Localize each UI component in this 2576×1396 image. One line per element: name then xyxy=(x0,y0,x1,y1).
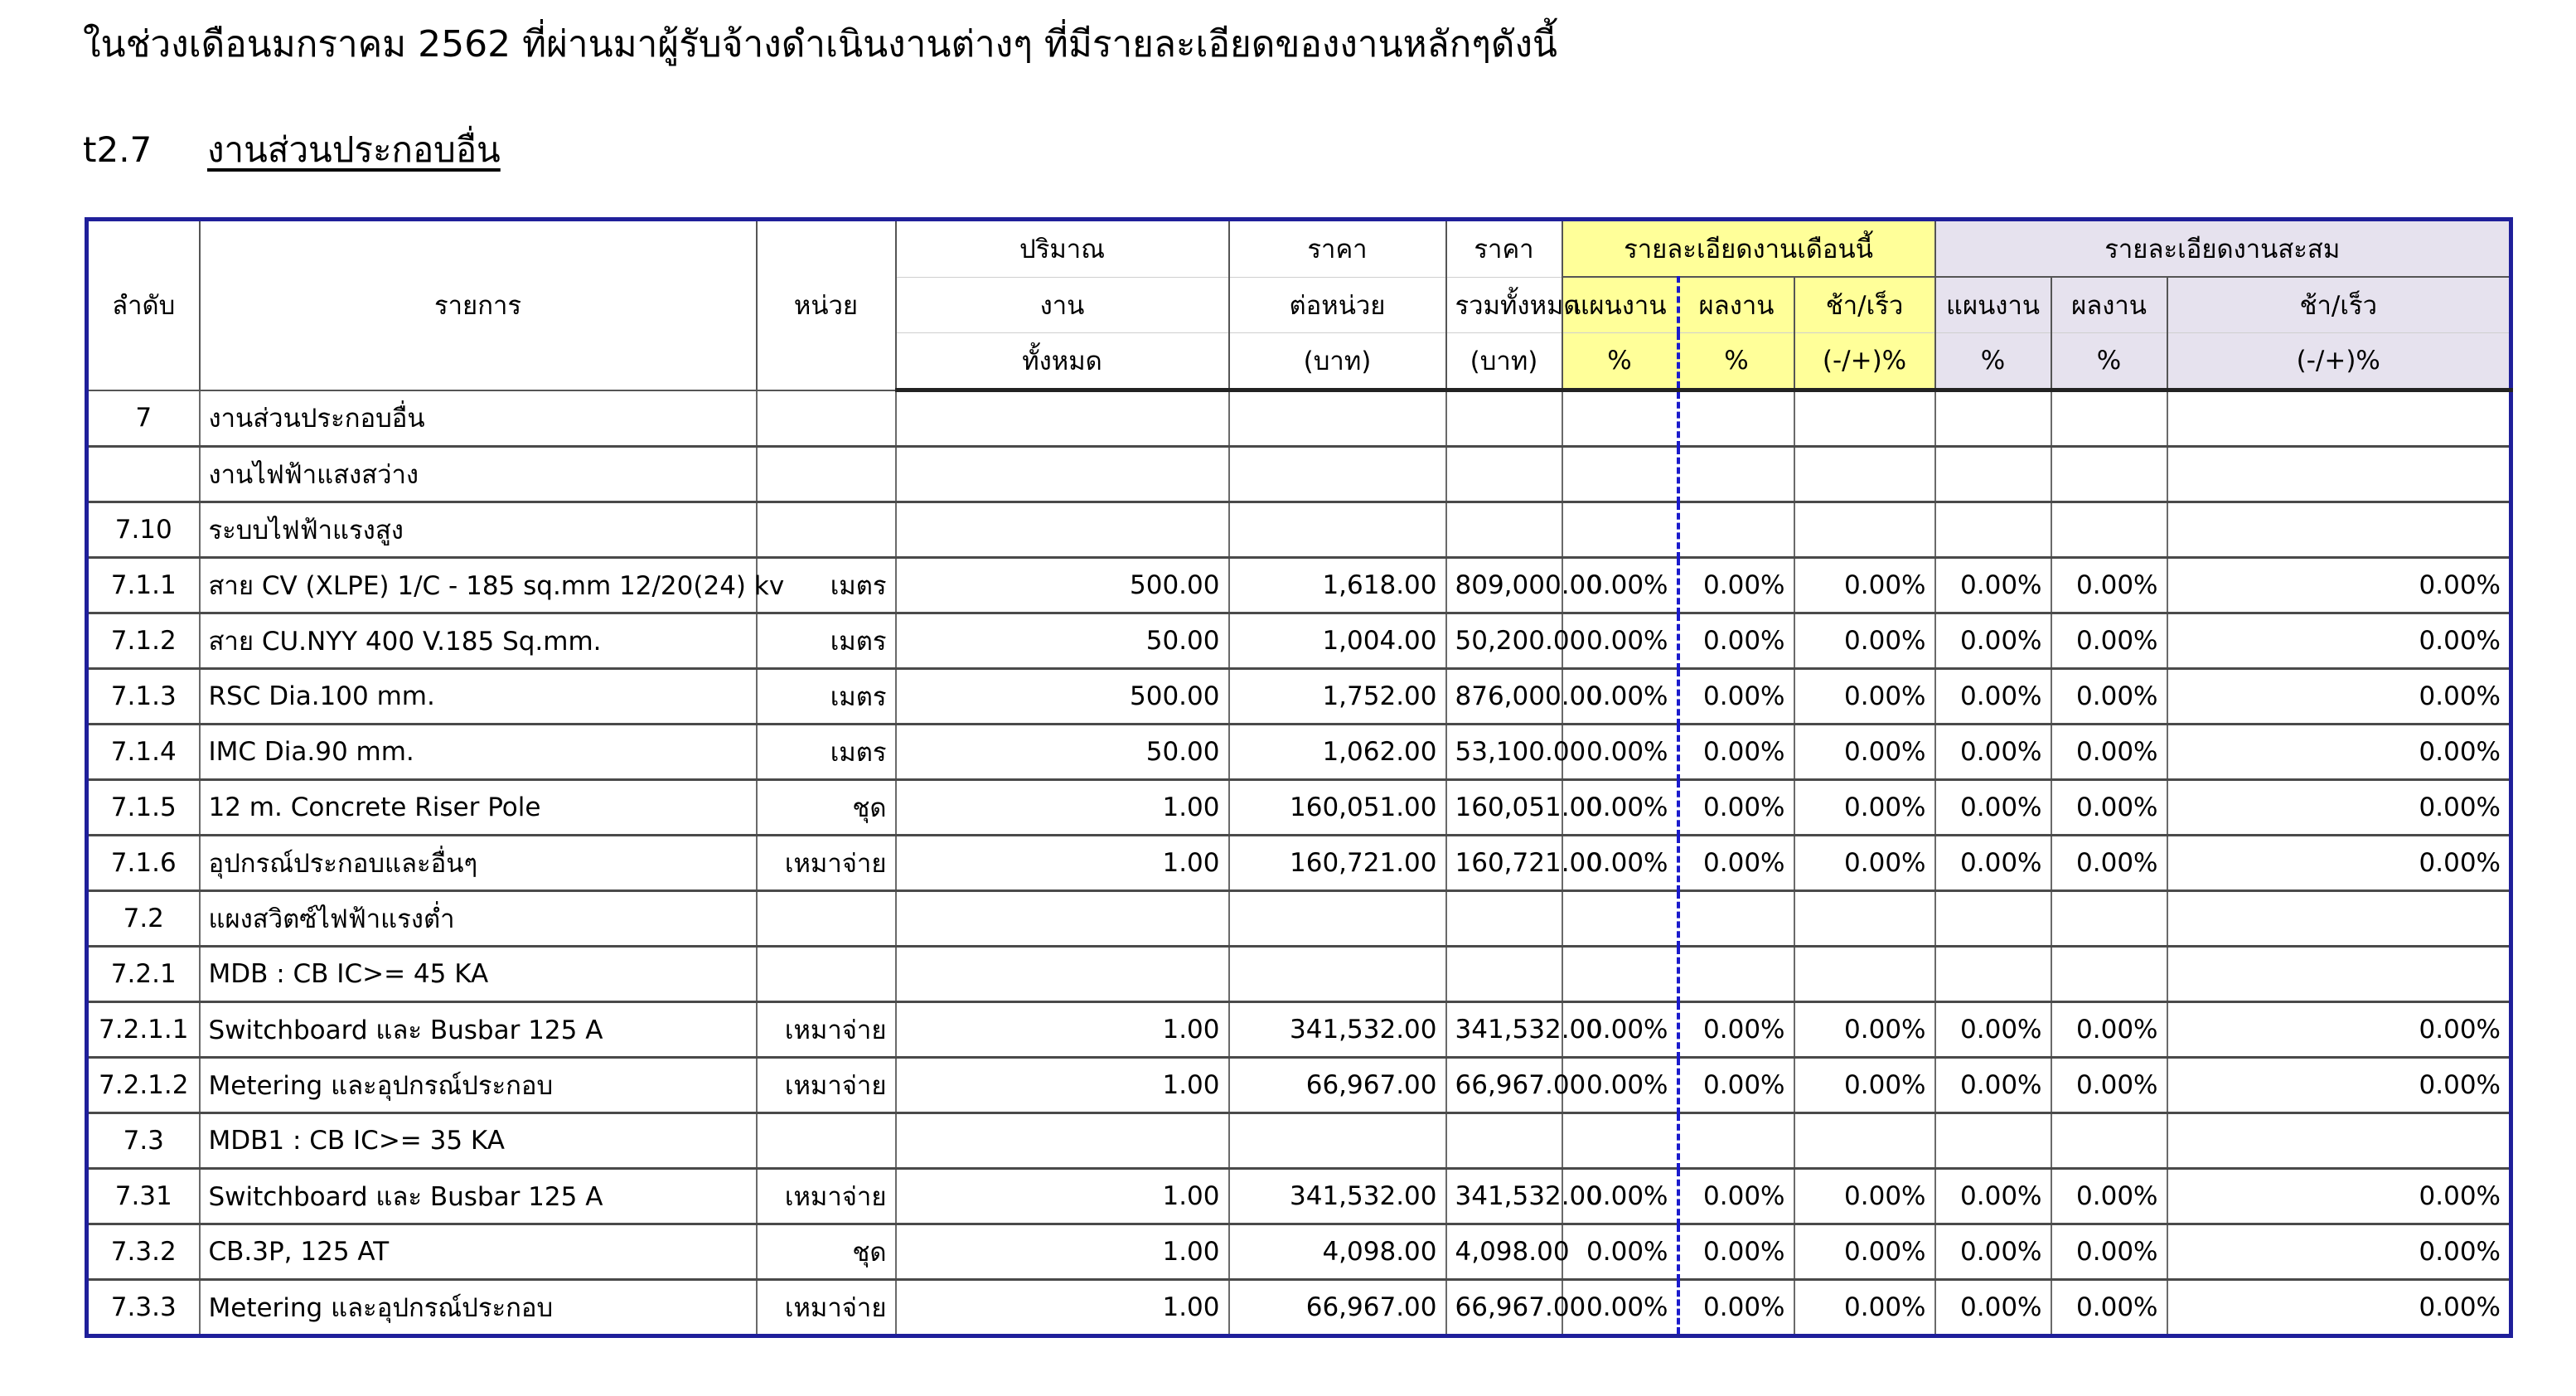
cell-month-plan xyxy=(1562,891,1678,947)
cell-item: งานไฟฟ้าแสงสว่าง xyxy=(200,447,757,502)
table-row xyxy=(87,947,2511,1002)
cell-cum-diff xyxy=(2167,390,2511,447)
cell-item: Switchboard และ Busbar 125 A xyxy=(200,1169,757,1224)
cell-total-price xyxy=(1446,447,1562,502)
header-qty-1: ปริมาณ xyxy=(896,220,1229,278)
cell-total-price: 341,532.00 xyxy=(1446,1169,1562,1224)
cell-unit-price: 66,967.00 xyxy=(1229,1280,1446,1336)
cell-unit: เมตร xyxy=(757,725,896,780)
cell-no: 7.10 xyxy=(87,502,200,558)
cell-cum-result: 0.00% xyxy=(2051,1002,2167,1058)
cell-cum-diff xyxy=(2167,947,2511,1002)
cell-no: 7.1.6 xyxy=(87,836,200,891)
cell-cum-result: 0.00% xyxy=(2051,1224,2167,1280)
table-row xyxy=(87,1002,2511,1058)
cell-month-diff xyxy=(1794,390,1935,447)
cell-no: 7.3.2 xyxy=(87,1224,200,1280)
header-qty-2: งาน xyxy=(896,277,1229,333)
cell-no: 7.1.4 xyxy=(87,725,200,780)
cell-cum-diff xyxy=(2167,1113,2511,1169)
cell-no: 7.2.1.1 xyxy=(87,1002,200,1058)
cell-total-price: 50,200.00 xyxy=(1446,613,1562,669)
cell-month-plan: 0.00% xyxy=(1562,669,1678,725)
cell-month-plan xyxy=(1562,390,1678,447)
cell-total-price xyxy=(1446,891,1562,947)
cell-cum-plan: 0.00% xyxy=(1935,669,2051,725)
cell-total-price xyxy=(1446,947,1562,1002)
cell-unit-price xyxy=(1229,1113,1446,1169)
cell-cum-result: 0.00% xyxy=(2051,780,2167,836)
cell-month-plan xyxy=(1562,447,1678,502)
cell-item: 12 m. Concrete Riser Pole xyxy=(200,780,757,836)
cell-cum-diff: 0.00% xyxy=(2167,1224,2511,1280)
header-total-price-3: (บาท) xyxy=(1446,333,1562,390)
cell-cum-plan: 0.00% xyxy=(1935,558,2051,613)
cell-month-diff xyxy=(1794,502,1935,558)
cell-no: 7 xyxy=(87,390,200,447)
cell-month-diff xyxy=(1794,947,1935,1002)
cell-qty: 500.00 xyxy=(896,669,1229,725)
cell-qty xyxy=(896,390,1229,447)
cell-cum-plan: 0.00% xyxy=(1935,1224,2051,1280)
header-this-month: รายละเอียดงานเดือนนี้ xyxy=(1562,220,1935,278)
cell-cum-result: 0.00% xyxy=(2051,613,2167,669)
cell-unit-price xyxy=(1229,502,1446,558)
header-cum-result: ผลงาน xyxy=(2051,277,2167,333)
cell-item: แผงสวิตซ์ไฟฟ้าแรงต่ำ xyxy=(200,891,757,947)
cell-month-diff: 0.00% xyxy=(1794,1058,1935,1113)
cell-qty xyxy=(896,447,1229,502)
header-cum-result-unit: % xyxy=(2051,333,2167,390)
cell-month-diff: 0.00% xyxy=(1794,725,1935,780)
cell-cum-result xyxy=(2051,891,2167,947)
cell-no: 7.1.5 xyxy=(87,780,200,836)
cell-no: 7.2.1.2 xyxy=(87,1058,200,1113)
cell-unit-price: 1,062.00 xyxy=(1229,725,1446,780)
section-title xyxy=(83,123,501,177)
cell-qty xyxy=(896,502,1229,558)
header-cumulative: รายละเอียดงานสะสม xyxy=(1935,220,2511,278)
cell-cum-plan: 0.00% xyxy=(1935,1058,2051,1113)
cell-cum-result: 0.00% xyxy=(2051,836,2167,891)
header-unit-price-3: (บาท) xyxy=(1229,333,1446,390)
cell-item: สาย CV (XLPE) 1/C - 185 sq.mm 12/20(24) kv xyxy=(200,558,757,613)
cell-no: 7.3 xyxy=(87,1113,200,1169)
cell-unit-price: 341,532.00 xyxy=(1229,1169,1446,1224)
table-body xyxy=(87,390,2511,1336)
cell-unit xyxy=(757,947,896,1002)
cell-qty: 50.00 xyxy=(896,725,1229,780)
cell-cum-plan xyxy=(1935,390,2051,447)
table-row xyxy=(87,558,2511,613)
cell-cum-result: 0.00% xyxy=(2051,1280,2167,1336)
cell-item: Switchboard และ Busbar 125 A xyxy=(200,1002,757,1058)
cell-unit: เหมาจ่าย xyxy=(757,1169,896,1224)
table-row xyxy=(87,669,2511,725)
cell-qty: 1.00 xyxy=(896,1280,1229,1336)
cell-item: CB.3P, 125 AT xyxy=(200,1224,757,1280)
header-total-price-1: ราคา xyxy=(1446,220,1562,278)
cell-no: 7.3.3 xyxy=(87,1280,200,1336)
cell-month-result: 0.00% xyxy=(1678,613,1794,669)
header-item: รายการ xyxy=(200,220,757,390)
cell-month-plan xyxy=(1562,1113,1678,1169)
cell-unit-price: 341,532.00 xyxy=(1229,1002,1446,1058)
header-cum-plan: แผนงาน xyxy=(1935,277,2051,333)
cell-unit xyxy=(757,502,896,558)
cell-month-plan xyxy=(1562,947,1678,1002)
cell-month-result xyxy=(1678,891,1794,947)
cell-month-result xyxy=(1678,447,1794,502)
header-month-diff-unit: (-/+)% xyxy=(1794,333,1935,390)
cell-month-plan: 0.00% xyxy=(1562,836,1678,891)
cell-qty: 1.00 xyxy=(896,836,1229,891)
cell-cum-result: 0.00% xyxy=(2051,1169,2167,1224)
table-row xyxy=(87,447,2511,502)
cell-unit-price: 1,004.00 xyxy=(1229,613,1446,669)
cell-month-diff: 0.00% xyxy=(1794,1169,1935,1224)
cell-unit-price xyxy=(1229,947,1446,1002)
cell-unit-price xyxy=(1229,447,1446,502)
cell-no: 7.2 xyxy=(87,891,200,947)
cell-month-result xyxy=(1678,502,1794,558)
cell-cum-result xyxy=(2051,1113,2167,1169)
cell-item: MDB : CB IC>= 45 KA xyxy=(200,947,757,1002)
cell-month-plan: 0.00% xyxy=(1562,1058,1678,1113)
header-unit-price-2: ต่อหน่วย xyxy=(1229,277,1446,333)
cell-cum-diff: 0.00% xyxy=(2167,1280,2511,1336)
cell-total-price: 66,967.00 xyxy=(1446,1058,1562,1113)
cell-cum-result: 0.00% xyxy=(2051,669,2167,725)
cell-cum-diff: 0.00% xyxy=(2167,669,2511,725)
cell-item: RSC Dia.100 mm. xyxy=(200,669,757,725)
cell-month-result: 0.00% xyxy=(1678,725,1794,780)
cell-unit xyxy=(757,891,896,947)
cell-cum-plan: 0.00% xyxy=(1935,1280,2051,1336)
cell-unit-price: 1,618.00 xyxy=(1229,558,1446,613)
cell-qty: 1.00 xyxy=(896,1169,1229,1224)
cell-month-plan: 0.00% xyxy=(1562,1169,1678,1224)
header-no: ลำดับ xyxy=(87,220,200,390)
table-row xyxy=(87,613,2511,669)
cell-month-diff: 0.00% xyxy=(1794,1280,1935,1336)
cell-total-price xyxy=(1446,1113,1562,1169)
cell-cum-result xyxy=(2051,390,2167,447)
cell-no xyxy=(87,447,200,502)
cell-qty: 1.00 xyxy=(896,1002,1229,1058)
cell-cum-plan: 0.00% xyxy=(1935,725,2051,780)
cell-total-price: 876,000.00 xyxy=(1446,669,1562,725)
cell-unit: เมตร xyxy=(757,613,896,669)
cell-month-diff xyxy=(1794,447,1935,502)
cell-month-plan: 0.00% xyxy=(1562,1224,1678,1280)
cell-month-result: 0.00% xyxy=(1678,1224,1794,1280)
table-row xyxy=(87,1280,2511,1336)
cell-cum-plan xyxy=(1935,891,2051,947)
cell-cum-result: 0.00% xyxy=(2051,558,2167,613)
cell-item: IMC Dia.90 mm. xyxy=(200,725,757,780)
cell-unit: เหมาจ่าย xyxy=(757,836,896,891)
cell-item: อุปกรณ์ประกอบและอื่นๆ xyxy=(200,836,757,891)
cell-item: สาย CU.NYY 400 V.185 Sq.mm. xyxy=(200,613,757,669)
header-cum-plan-unit: % xyxy=(1935,333,2051,390)
table-row xyxy=(87,502,2511,558)
cell-cum-diff: 0.00% xyxy=(2167,1058,2511,1113)
cell-total-price: 341,532.00 xyxy=(1446,1002,1562,1058)
cell-item: Metering และอุปกรณ์ประกอบ xyxy=(200,1280,757,1336)
cell-unit: ชุด xyxy=(757,1224,896,1280)
table-row xyxy=(87,891,2511,947)
cell-month-plan: 0.00% xyxy=(1562,1280,1678,1336)
cell-cum-plan xyxy=(1935,1113,2051,1169)
cell-month-diff: 0.00% xyxy=(1794,558,1935,613)
cell-unit: เมตร xyxy=(757,669,896,725)
cell-unit xyxy=(757,447,896,502)
header-unit: หน่วย xyxy=(757,220,896,390)
cell-total-price: 160,051.00 xyxy=(1446,780,1562,836)
cell-month-plan: 0.00% xyxy=(1562,780,1678,836)
cell-month-diff: 0.00% xyxy=(1794,836,1935,891)
cell-unit: เหมาจ่าย xyxy=(757,1280,896,1336)
cell-qty: 500.00 xyxy=(896,558,1229,613)
header-month-plan-unit: % xyxy=(1562,333,1678,390)
cell-month-result: 0.00% xyxy=(1678,1058,1794,1113)
section-code: t2.7 xyxy=(83,129,153,170)
cell-total-price: 53,100.00 xyxy=(1446,725,1562,780)
cell-month-diff xyxy=(1794,1113,1935,1169)
cell-cum-diff: 0.00% xyxy=(2167,836,2511,891)
cell-total-price xyxy=(1446,390,1562,447)
cell-month-diff xyxy=(1794,891,1935,947)
cell-unit: เหมาจ่าย xyxy=(757,1002,896,1058)
table-row xyxy=(87,390,2511,447)
cell-cum-diff xyxy=(2167,891,2511,947)
cell-cum-diff: 0.00% xyxy=(2167,613,2511,669)
cell-month-diff: 0.00% xyxy=(1794,780,1935,836)
cell-unit-price: 4,098.00 xyxy=(1229,1224,1446,1280)
cell-cum-diff: 0.00% xyxy=(2167,1169,2511,1224)
header-unit-price-1: ราคา xyxy=(1229,220,1446,278)
cell-no: 7.2.1 xyxy=(87,947,200,1002)
cell-month-plan: 0.00% xyxy=(1562,1002,1678,1058)
cell-no: 7.1.1 xyxy=(87,558,200,613)
cell-unit-price xyxy=(1229,891,1446,947)
cell-cum-plan: 0.00% xyxy=(1935,836,2051,891)
cell-cum-result xyxy=(2051,447,2167,502)
header-cum-diff: ช้า/เร็ว xyxy=(2167,277,2511,333)
cell-cum-diff xyxy=(2167,502,2511,558)
cell-total-price xyxy=(1446,502,1562,558)
cell-cum-result: 0.00% xyxy=(2051,1058,2167,1113)
cell-cum-diff: 0.00% xyxy=(2167,558,2511,613)
cell-no: 7.1.3 xyxy=(87,669,200,725)
cell-month-result: 0.00% xyxy=(1678,1169,1794,1224)
header-month-diff: ช้า/เร็ว xyxy=(1794,277,1935,333)
page-heading: ในช่วงเดือนมกราคม 2562 ที่ผ่านมาผู้รับจ้างดำเนินงานต่างๆ ที่มีรายละเอียดของงานหลักๆดังนี้ xyxy=(83,23,1558,65)
cell-month-diff: 0.00% xyxy=(1794,1224,1935,1280)
cell-qty: 1.00 xyxy=(896,1058,1229,1113)
cell-month-result: 0.00% xyxy=(1678,780,1794,836)
cell-unit-price: 66,967.00 xyxy=(1229,1058,1446,1113)
cell-cum-result xyxy=(2051,947,2167,1002)
cell-month-diff: 0.00% xyxy=(1794,1002,1935,1058)
cell-month-plan: 0.00% xyxy=(1562,613,1678,669)
cell-cum-result xyxy=(2051,502,2167,558)
cell-no: 7.1.2 xyxy=(87,613,200,669)
cell-item: ระบบไฟฟ้าแรงสูง xyxy=(200,502,757,558)
cell-item: MDB1 : CB IC>= 35 KA xyxy=(200,1113,757,1169)
table-row xyxy=(87,725,2511,780)
cell-month-result xyxy=(1678,390,1794,447)
cell-unit-price: 160,051.00 xyxy=(1229,780,1446,836)
cell-total-price: 809,000.00 xyxy=(1446,558,1562,613)
cell-month-plan xyxy=(1562,502,1678,558)
cell-qty: 1.00 xyxy=(896,1224,1229,1280)
cell-cum-plan xyxy=(1935,502,2051,558)
cell-unit xyxy=(757,1113,896,1169)
cell-month-result: 0.00% xyxy=(1678,836,1794,891)
cell-qty xyxy=(896,947,1229,1002)
cell-month-diff: 0.00% xyxy=(1794,669,1935,725)
cell-cum-plan: 0.00% xyxy=(1935,780,2051,836)
table-row xyxy=(87,1113,2511,1169)
cell-cum-diff xyxy=(2167,447,2511,502)
cell-unit-price: 160,721.00 xyxy=(1229,836,1446,891)
cell-month-diff: 0.00% xyxy=(1794,613,1935,669)
header-total-price-2: รวมทั้งหมด xyxy=(1446,277,1562,333)
cell-no: 7.31 xyxy=(87,1169,200,1224)
cell-cum-diff: 0.00% xyxy=(2167,780,2511,836)
cell-qty xyxy=(896,1113,1229,1169)
section-name: งานส่วนประกอบอื่น xyxy=(207,129,501,170)
work-progress-table xyxy=(85,217,2513,1338)
header-month-plan: แผนงาน xyxy=(1562,277,1678,333)
table-row xyxy=(87,780,2511,836)
header-qty-3: ทั้งหมด xyxy=(896,333,1229,390)
cell-total-price: 4,098.00 xyxy=(1446,1224,1562,1280)
table-row xyxy=(87,1169,2511,1224)
cell-month-result xyxy=(1678,1113,1794,1169)
cell-month-result: 0.00% xyxy=(1678,1280,1794,1336)
cell-qty: 1.00 xyxy=(896,780,1229,836)
cell-cum-plan: 0.00% xyxy=(1935,1002,2051,1058)
cell-item: Metering และอุปกรณ์ประกอบ xyxy=(200,1058,757,1113)
cell-cum-result: 0.00% xyxy=(2051,725,2167,780)
cell-cum-plan: 0.00% xyxy=(1935,613,2051,669)
header-cum-diff-unit: (-/+)% xyxy=(2167,333,2511,390)
cell-unit xyxy=(757,390,896,447)
table-row xyxy=(87,1058,2511,1113)
cell-cum-plan xyxy=(1935,447,2051,502)
cell-unit-price xyxy=(1229,390,1446,447)
table-row xyxy=(87,1224,2511,1280)
cell-month-plan: 0.00% xyxy=(1562,725,1678,780)
cell-total-price: 160,721.00 xyxy=(1446,836,1562,891)
cell-qty xyxy=(896,891,1229,947)
cell-item: งานส่วนประกอบอื่น xyxy=(200,390,757,447)
cell-unit: ชุด xyxy=(757,780,896,836)
cell-cum-plan xyxy=(1935,947,2051,1002)
table-row xyxy=(87,836,2511,891)
cell-unit: เหมาจ่าย xyxy=(757,1058,896,1113)
cell-cum-plan: 0.00% xyxy=(1935,1169,2051,1224)
cell-month-result xyxy=(1678,947,1794,1002)
header-month-result-unit: % xyxy=(1678,333,1794,390)
cell-total-price: 66,967.00 xyxy=(1446,1280,1562,1336)
cell-unit: เมตร xyxy=(757,558,896,613)
cell-qty: 50.00 xyxy=(896,613,1229,669)
header-month-result: ผลงาน xyxy=(1678,277,1794,333)
cell-month-result: 0.00% xyxy=(1678,1002,1794,1058)
cell-cum-diff: 0.00% xyxy=(2167,725,2511,780)
cell-cum-diff: 0.00% xyxy=(2167,1002,2511,1058)
cell-unit-price: 1,752.00 xyxy=(1229,669,1446,725)
cell-month-result: 0.00% xyxy=(1678,669,1794,725)
cell-month-result: 0.00% xyxy=(1678,558,1794,613)
cell-month-plan: 0.00% xyxy=(1562,558,1678,613)
